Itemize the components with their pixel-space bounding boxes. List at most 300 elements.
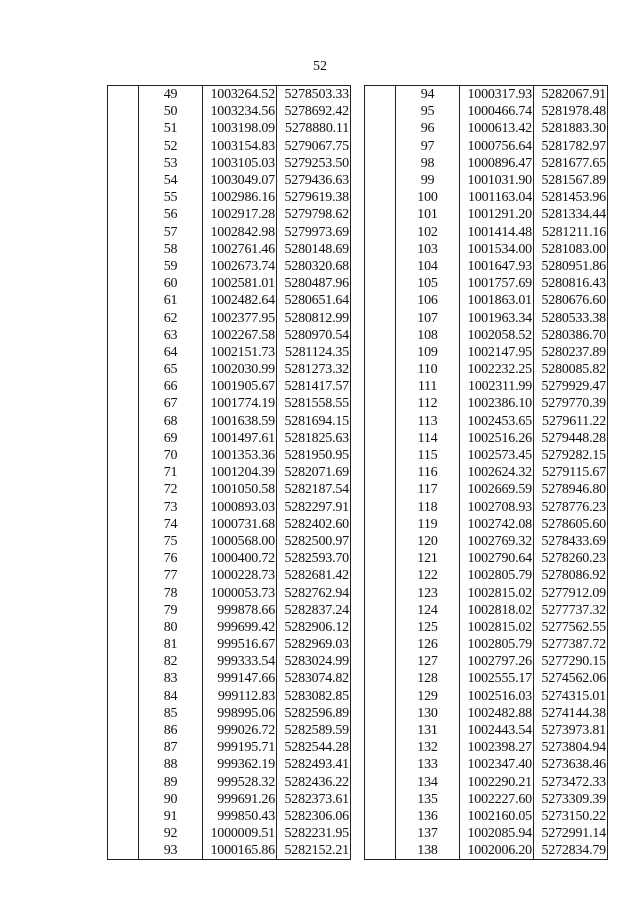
point-number-cell: 66 — [139, 378, 203, 395]
blank-cell — [108, 584, 139, 601]
blank-cell — [365, 808, 396, 825]
point-number-cell: 133 — [396, 756, 460, 773]
point-number-cell: 95 — [396, 103, 460, 120]
table-row — [108, 670, 351, 687]
blank-cell — [108, 602, 139, 619]
y-coordinate-cell: 5281211.16 — [534, 224, 608, 241]
x-coordinate-cell: 1001647.93 — [460, 258, 534, 275]
y-coordinate-cell: 5280487.96 — [277, 275, 351, 292]
y-coordinate-cell: 5281883.30 — [534, 120, 608, 137]
blank-cell — [365, 705, 396, 722]
y-coordinate-cell: 5282067.91 — [534, 86, 608, 104]
table-row — [108, 550, 351, 567]
y-coordinate-cell: 5279611.22 — [534, 413, 608, 430]
x-coordinate-cell: 1002151.73 — [203, 344, 277, 361]
table-row — [365, 791, 608, 808]
blank-cell — [365, 309, 396, 326]
x-coordinate-cell: 1000466.74 — [460, 103, 534, 120]
table-row — [108, 172, 351, 189]
x-coordinate-cell: 1002160.05 — [460, 808, 534, 825]
point-number-cell: 62 — [139, 309, 203, 326]
y-coordinate-cell: 5282906.12 — [277, 619, 351, 636]
y-coordinate-cell: 5277387.72 — [534, 636, 608, 653]
y-coordinate-cell: 5278086.92 — [534, 567, 608, 584]
point-number-cell: 96 — [396, 120, 460, 137]
point-number-cell: 115 — [396, 447, 460, 464]
blank-cell — [108, 825, 139, 842]
point-number-cell: 91 — [139, 808, 203, 825]
point-number-cell: 52 — [139, 138, 203, 155]
table-row — [365, 619, 608, 636]
blank-cell — [108, 189, 139, 206]
x-coordinate-cell: 1002516.26 — [460, 430, 534, 447]
table-row — [365, 413, 608, 430]
x-coordinate-cell: 1001638.59 — [203, 413, 277, 430]
x-coordinate-cell: 1001414.48 — [460, 224, 534, 241]
point-number-cell: 112 — [396, 395, 460, 412]
y-coordinate-cell: 5278260.23 — [534, 550, 608, 567]
y-coordinate-cell: 5280533.38 — [534, 309, 608, 326]
y-coordinate-cell: 5272834.79 — [534, 842, 608, 860]
table-row — [108, 653, 351, 670]
point-number-cell: 117 — [396, 481, 460, 498]
table-row — [365, 189, 608, 206]
blank-cell — [108, 567, 139, 584]
table-row — [365, 395, 608, 412]
blank-cell — [365, 722, 396, 739]
point-number-cell: 67 — [139, 395, 203, 412]
table-row — [365, 206, 608, 223]
blank-cell — [108, 327, 139, 344]
point-number-cell: 84 — [139, 688, 203, 705]
point-number-cell: 64 — [139, 344, 203, 361]
y-coordinate-cell: 5279798.62 — [277, 206, 351, 223]
y-coordinate-cell: 5282071.69 — [277, 464, 351, 481]
x-coordinate-cell: 1002030.99 — [203, 361, 277, 378]
table-row — [108, 619, 351, 636]
blank-cell — [365, 688, 396, 705]
table-row — [365, 825, 608, 842]
table-row — [365, 756, 608, 773]
x-coordinate-cell: 1002311.99 — [460, 378, 534, 395]
point-number-cell: 71 — [139, 464, 203, 481]
blank-cell — [365, 825, 396, 842]
y-coordinate-cell: 5280386.70 — [534, 327, 608, 344]
x-coordinate-cell: 998995.06 — [203, 705, 277, 722]
table-row — [108, 327, 351, 344]
table-row — [365, 550, 608, 567]
point-number-cell: 118 — [396, 499, 460, 516]
table-row — [365, 516, 608, 533]
table-row — [108, 413, 351, 430]
blank-cell — [365, 327, 396, 344]
blank-cell — [365, 86, 396, 104]
x-coordinate-cell: 1000228.73 — [203, 567, 277, 584]
blank-cell — [365, 189, 396, 206]
blank-cell — [365, 602, 396, 619]
y-coordinate-cell: 5273150.22 — [534, 808, 608, 825]
point-number-cell: 63 — [139, 327, 203, 344]
y-coordinate-cell: 5273309.39 — [534, 791, 608, 808]
y-coordinate-cell: 5281558.55 — [277, 395, 351, 412]
blank-cell — [365, 120, 396, 137]
point-number-cell: 138 — [396, 842, 460, 860]
point-number-cell: 70 — [139, 447, 203, 464]
table-row — [365, 481, 608, 498]
x-coordinate-cell: 1003105.03 — [203, 155, 277, 172]
blank-cell — [365, 533, 396, 550]
x-coordinate-cell: 1002624.32 — [460, 464, 534, 481]
x-coordinate-cell: 1002581.01 — [203, 275, 277, 292]
point-number-cell: 119 — [396, 516, 460, 533]
blank-cell — [108, 275, 139, 292]
x-coordinate-cell: 1000756.64 — [460, 138, 534, 155]
point-number-cell: 131 — [396, 722, 460, 739]
table-row — [365, 292, 608, 309]
y-coordinate-cell: 5282837.24 — [277, 602, 351, 619]
x-coordinate-cell: 1001757.69 — [460, 275, 534, 292]
point-number-cell: 81 — [139, 636, 203, 653]
blank-cell — [108, 705, 139, 722]
y-coordinate-cell: 5279770.39 — [534, 395, 608, 412]
blank-cell — [108, 86, 139, 104]
x-coordinate-cell: 1001050.58 — [203, 481, 277, 498]
table-row — [108, 808, 351, 825]
point-number-cell: 60 — [139, 275, 203, 292]
y-coordinate-cell: 5281825.63 — [277, 430, 351, 447]
x-coordinate-cell: 1002482.88 — [460, 705, 534, 722]
y-coordinate-cell: 5277290.15 — [534, 653, 608, 670]
blank-cell — [108, 378, 139, 395]
blank-cell — [365, 413, 396, 430]
y-coordinate-cell: 5281417.57 — [277, 378, 351, 395]
x-coordinate-cell: 999528.32 — [203, 774, 277, 791]
x-coordinate-cell: 1001497.61 — [203, 430, 277, 447]
x-coordinate-cell: 999112.83 — [203, 688, 277, 705]
blank-cell — [365, 138, 396, 155]
table-row — [365, 258, 608, 275]
blank-cell — [365, 756, 396, 773]
point-number-cell: 77 — [139, 567, 203, 584]
blank-cell — [108, 842, 139, 860]
x-coordinate-cell: 1002398.27 — [460, 739, 534, 756]
y-coordinate-cell: 5279282.15 — [534, 447, 608, 464]
y-coordinate-cell: 5281694.15 — [277, 413, 351, 430]
x-coordinate-cell: 1001353.36 — [203, 447, 277, 464]
table-row — [108, 567, 351, 584]
table-row — [365, 172, 608, 189]
blank-cell — [108, 550, 139, 567]
point-number-cell: 79 — [139, 602, 203, 619]
table-row — [365, 120, 608, 137]
y-coordinate-cell: 5280085.82 — [534, 361, 608, 378]
point-number-cell: 98 — [396, 155, 460, 172]
y-coordinate-cell: 5279067.75 — [277, 138, 351, 155]
y-coordinate-cell: 5273973.81 — [534, 722, 608, 739]
point-number-cell: 128 — [396, 670, 460, 687]
blank-cell — [108, 791, 139, 808]
blank-cell — [108, 361, 139, 378]
blank-cell — [365, 206, 396, 223]
point-number-cell: 59 — [139, 258, 203, 275]
x-coordinate-cell: 1002673.74 — [203, 258, 277, 275]
blank-cell — [108, 739, 139, 756]
coordinates-table-right-body — [365, 86, 608, 860]
point-number-cell: 130 — [396, 705, 460, 722]
table-row — [108, 791, 351, 808]
blank-cell — [108, 395, 139, 412]
x-coordinate-cell: 1002347.40 — [460, 756, 534, 773]
y-coordinate-cell: 5278503.33 — [277, 86, 351, 104]
point-number-cell: 100 — [396, 189, 460, 206]
y-coordinate-cell: 5278605.60 — [534, 516, 608, 533]
blank-cell — [108, 481, 139, 498]
x-coordinate-cell: 1000053.73 — [203, 584, 277, 601]
x-coordinate-cell: 1002482.64 — [203, 292, 277, 309]
blank-cell — [108, 722, 139, 739]
y-coordinate-cell: 5280951.86 — [534, 258, 608, 275]
y-coordinate-cell: 5281453.96 — [534, 189, 608, 206]
point-number-cell: 93 — [139, 842, 203, 860]
blank-cell — [365, 584, 396, 601]
x-coordinate-cell: 1002227.60 — [460, 791, 534, 808]
point-number-cell: 106 — [396, 292, 460, 309]
blank-cell — [108, 464, 139, 481]
y-coordinate-cell: 5279973.69 — [277, 224, 351, 241]
table-row — [108, 86, 351, 104]
blank-cell — [365, 224, 396, 241]
x-coordinate-cell: 1002267.58 — [203, 327, 277, 344]
x-coordinate-cell: 1002555.17 — [460, 670, 534, 687]
blank-cell — [108, 241, 139, 258]
table-row — [108, 705, 351, 722]
y-coordinate-cell: 5278433.69 — [534, 533, 608, 550]
y-coordinate-cell: 5280816.43 — [534, 275, 608, 292]
y-coordinate-cell: 5280148.69 — [277, 241, 351, 258]
table-row — [108, 361, 351, 378]
blank-cell — [365, 344, 396, 361]
y-coordinate-cell: 5282306.06 — [277, 808, 351, 825]
table-row — [108, 206, 351, 223]
y-coordinate-cell: 5278880.11 — [277, 120, 351, 137]
blank-cell — [108, 138, 139, 155]
y-coordinate-cell: 5281273.32 — [277, 361, 351, 378]
x-coordinate-cell: 999333.54 — [203, 653, 277, 670]
y-coordinate-cell: 5282596.89 — [277, 705, 351, 722]
table-row — [365, 584, 608, 601]
y-coordinate-cell: 5282593.70 — [277, 550, 351, 567]
x-coordinate-cell: 1000731.68 — [203, 516, 277, 533]
blank-cell — [108, 309, 139, 326]
point-number-cell: 54 — [139, 172, 203, 189]
point-number-cell: 57 — [139, 224, 203, 241]
x-coordinate-cell: 1002805.79 — [460, 636, 534, 653]
point-number-cell: 72 — [139, 481, 203, 498]
table-row — [365, 705, 608, 722]
y-coordinate-cell: 5273804.94 — [534, 739, 608, 756]
point-number-cell: 97 — [396, 138, 460, 155]
point-number-cell: 50 — [139, 103, 203, 120]
table-row — [108, 481, 351, 498]
blank-cell — [365, 670, 396, 687]
blank-cell — [365, 155, 396, 172]
point-number-cell: 75 — [139, 533, 203, 550]
point-number-cell: 49 — [139, 86, 203, 104]
table-row — [365, 138, 608, 155]
x-coordinate-cell: 1000568.00 — [203, 533, 277, 550]
x-coordinate-cell: 1002742.08 — [460, 516, 534, 533]
y-coordinate-cell: 5279436.63 — [277, 172, 351, 189]
point-number-cell: 109 — [396, 344, 460, 361]
table-row — [365, 155, 608, 172]
point-number-cell: 107 — [396, 309, 460, 326]
x-coordinate-cell: 1000009.51 — [203, 825, 277, 842]
x-coordinate-cell: 1002006.20 — [460, 842, 534, 860]
y-coordinate-cell: 5277912.09 — [534, 584, 608, 601]
blank-cell — [108, 533, 139, 550]
y-coordinate-cell: 5281567.89 — [534, 172, 608, 189]
blank-cell — [108, 172, 139, 189]
point-number-cell: 122 — [396, 567, 460, 584]
y-coordinate-cell: 5273472.33 — [534, 774, 608, 791]
x-coordinate-cell: 999516.67 — [203, 636, 277, 653]
y-coordinate-cell: 5281950.95 — [277, 447, 351, 464]
y-coordinate-cell: 5278946.80 — [534, 481, 608, 498]
table-row — [108, 499, 351, 516]
x-coordinate-cell: 1000317.93 — [460, 86, 534, 104]
blank-cell — [108, 516, 139, 533]
x-coordinate-cell: 999195.71 — [203, 739, 277, 756]
x-coordinate-cell: 1002147.95 — [460, 344, 534, 361]
point-number-cell: 68 — [139, 413, 203, 430]
coordinates-table-left — [107, 85, 351, 860]
y-coordinate-cell: 5280320.68 — [277, 258, 351, 275]
table-row — [108, 584, 351, 601]
blank-cell — [108, 653, 139, 670]
point-number-cell: 135 — [396, 791, 460, 808]
table-row — [365, 103, 608, 120]
blank-cell — [365, 361, 396, 378]
x-coordinate-cell: 1002797.26 — [460, 653, 534, 670]
blank-cell — [108, 636, 139, 653]
blank-cell — [365, 842, 396, 860]
point-number-cell: 86 — [139, 722, 203, 739]
table-row — [365, 378, 608, 395]
y-coordinate-cell: 5281124.35 — [277, 344, 351, 361]
point-number-cell: 85 — [139, 705, 203, 722]
x-coordinate-cell: 1001774.19 — [203, 395, 277, 412]
point-number-cell: 104 — [396, 258, 460, 275]
table-row — [108, 430, 351, 447]
blank-cell — [365, 292, 396, 309]
table-row — [108, 189, 351, 206]
blank-cell — [108, 499, 139, 516]
y-coordinate-cell: 5280812.99 — [277, 309, 351, 326]
y-coordinate-cell: 5281083.00 — [534, 241, 608, 258]
x-coordinate-cell: 1001963.34 — [460, 309, 534, 326]
point-number-cell: 88 — [139, 756, 203, 773]
y-coordinate-cell: 5274562.06 — [534, 670, 608, 687]
point-number-cell: 99 — [396, 172, 460, 189]
blank-cell — [365, 636, 396, 653]
table-row — [108, 275, 351, 292]
point-number-cell: 94 — [396, 86, 460, 104]
point-number-cell: 103 — [396, 241, 460, 258]
blank-cell — [365, 172, 396, 189]
table-row — [108, 739, 351, 756]
table-row — [108, 636, 351, 653]
table-row — [365, 636, 608, 653]
table-row — [365, 344, 608, 361]
point-number-cell: 76 — [139, 550, 203, 567]
y-coordinate-cell: 5279619.38 — [277, 189, 351, 206]
x-coordinate-cell: 1003234.56 — [203, 103, 277, 120]
x-coordinate-cell: 1002573.45 — [460, 447, 534, 464]
point-number-cell: 87 — [139, 739, 203, 756]
y-coordinate-cell: 5280651.64 — [277, 292, 351, 309]
blank-cell — [108, 292, 139, 309]
table-row — [108, 344, 351, 361]
table-row — [365, 774, 608, 791]
point-number-cell: 102 — [396, 224, 460, 241]
y-coordinate-cell: 5283074.82 — [277, 670, 351, 687]
x-coordinate-cell: 1000400.72 — [203, 550, 277, 567]
point-number-cell: 136 — [396, 808, 460, 825]
y-coordinate-cell: 5283082.85 — [277, 688, 351, 705]
table-row — [108, 120, 351, 137]
x-coordinate-cell: 1000896.47 — [460, 155, 534, 172]
y-coordinate-cell: 5282187.54 — [277, 481, 351, 498]
y-coordinate-cell: 5279253.50 — [277, 155, 351, 172]
point-number-cell: 124 — [396, 602, 460, 619]
table-row — [365, 533, 608, 550]
y-coordinate-cell: 5282152.21 — [277, 842, 351, 860]
table-row — [108, 241, 351, 258]
y-coordinate-cell: 5282373.61 — [277, 791, 351, 808]
y-coordinate-cell: 5277562.55 — [534, 619, 608, 636]
blank-cell — [365, 481, 396, 498]
y-coordinate-cell: 5282762.94 — [277, 584, 351, 601]
blank-cell — [108, 619, 139, 636]
x-coordinate-cell: 1001031.90 — [460, 172, 534, 189]
point-number-cell: 120 — [396, 533, 460, 550]
point-number-cell: 90 — [139, 791, 203, 808]
x-coordinate-cell: 1002085.94 — [460, 825, 534, 842]
point-number-cell: 116 — [396, 464, 460, 481]
point-number-cell: 123 — [396, 584, 460, 601]
y-coordinate-cell: 5278692.42 — [277, 103, 351, 120]
blank-cell — [365, 447, 396, 464]
y-coordinate-cell: 5282544.28 — [277, 739, 351, 756]
y-coordinate-cell: 5279448.28 — [534, 430, 608, 447]
table-row — [108, 516, 351, 533]
table-row — [108, 774, 351, 791]
point-number-cell: 125 — [396, 619, 460, 636]
table-row — [108, 602, 351, 619]
x-coordinate-cell: 1001905.67 — [203, 378, 277, 395]
x-coordinate-cell: 1002232.25 — [460, 361, 534, 378]
table-row — [108, 533, 351, 550]
y-coordinate-cell: 5282493.41 — [277, 756, 351, 773]
point-number-cell: 56 — [139, 206, 203, 223]
blank-cell — [108, 344, 139, 361]
blank-cell — [365, 464, 396, 481]
blank-cell — [108, 224, 139, 241]
blank-cell — [365, 619, 396, 636]
x-coordinate-cell: 1002386.10 — [460, 395, 534, 412]
point-number-cell: 55 — [139, 189, 203, 206]
table-row — [365, 241, 608, 258]
